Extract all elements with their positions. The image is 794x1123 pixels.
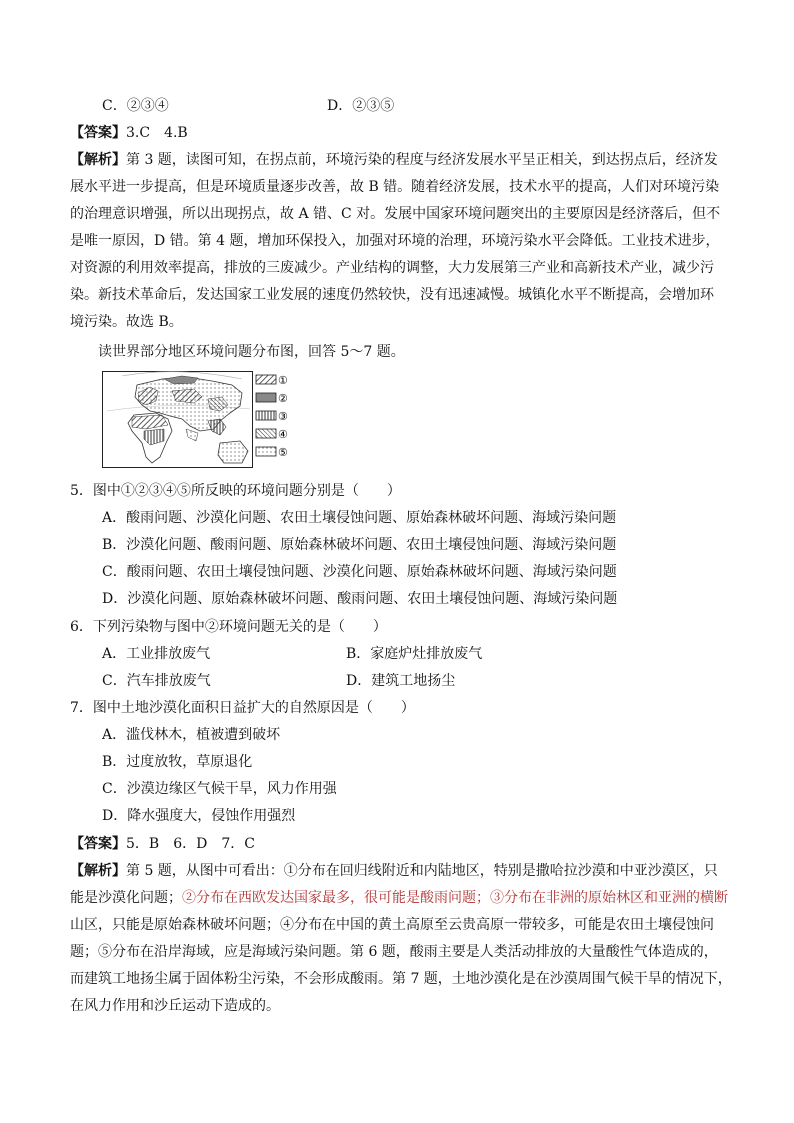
analysis-line — [70, 150, 718, 170]
q5-option-c: C．酸雨问题、农田土壤侵蚀问题、沙漠化问题、原始森林破坏问题、海域污染问题 — [102, 564, 617, 580]
q7-option-d: D．降水强度大，侵蚀作用强烈 — [102, 808, 296, 824]
answer-block-2 — [70, 834, 255, 854]
legend-label-5: ⑤ — [278, 446, 288, 459]
legend-swatch-4 — [256, 429, 276, 438]
analysis2-line: 山区，只能是原始森林破坏问题；④分布在中国的黄土高原至云贵高原一带较多，可能是农田土壤侵蚀问 — [70, 917, 714, 933]
answer-tag: 【答案】 — [70, 125, 126, 141]
intro-text: 读世界部分地区环境问题分布图，回答 5～7 题。 — [98, 344, 405, 360]
legend-label-2: ② — [278, 392, 288, 405]
analysis2-line — [70, 888, 728, 908]
analysis2-line: 在风力作用和沙丘运动下造成的。 — [70, 998, 280, 1014]
analysis-line: 的治理意识增强，所以出现拐点，故 A 错、C 对。发展中国家环境问题突出的主要原因是经济落后，但不 — [70, 206, 721, 222]
q6-option-c: C．汽车排放废气 — [102, 673, 211, 689]
environment-map-figure — [102, 371, 345, 468]
answer-block-1 — [70, 123, 188, 143]
q7-stem: 7．图中土地沙漠化面积日益扩大的自然原因是（ ） — [70, 700, 415, 716]
answer-text: 3.C 4.B — [126, 125, 188, 141]
analysis-text: 第 3 题，读图可知，在拐点前，环境污染的程度与经济发展水平呈正相关，到达拐点后，经济发 — [126, 152, 718, 168]
analysis2-line — [70, 861, 718, 881]
prev-option-c: C．②③④ — [102, 98, 169, 114]
analysis-text-highlight: ②分布在西欧发达国家最多，很可能是酸雨问题；③分布在非洲的原始林区和亚洲的横断 — [182, 890, 728, 906]
analysis-text: 能是沙漠化问题； — [70, 890, 182, 906]
q7-option-b: B．过度放牧，草原退化 — [102, 754, 253, 770]
prev-option-d: D．②③⑤ — [327, 98, 395, 114]
q5-option-a: A．酸雨问题、沙漠化问题、农田土壤侵蚀问题、原始森林破坏问题、海域污染问题 — [102, 510, 617, 526]
legend-label-4: ④ — [278, 428, 288, 441]
q6-option-d: D．建筑工地扬尘 — [346, 673, 456, 689]
q5-option-d: D．沙漠化问题、原始森林破坏问题、酸雨问题、农田土壤侵蚀问题、海域污染问题 — [102, 591, 618, 607]
q6-option-a: A．工业排放废气 — [102, 646, 211, 662]
q6-option-b: B．家庭炉灶排放废气 — [346, 646, 483, 662]
legend-swatch-1 — [256, 375, 276, 384]
q6-stem: 6．下列污染物与图中②环境问题无关的是（ ） — [70, 619, 387, 635]
legend-label-1: ① — [278, 374, 288, 387]
analysis2-line: 而建筑工地扬尘属于固体粉尘污染，不会形成酸雨。第 7 题，土地沙漠化是在沙漠周围气候干旱的情况下， — [70, 971, 732, 987]
legend-swatch-3 — [256, 411, 276, 420]
q7-option-a: A．滥伐林木，植被遭到破坏 — [102, 727, 281, 743]
q5-option-b: B．沙漠化问题、酸雨问题、原始森林破坏问题、农田土壤侵蚀问题、海域污染问题 — [102, 537, 617, 553]
q7-option-c: C．沙漠边缘区气候干旱，风力作用强 — [102, 781, 337, 797]
legend-label-3: ③ — [278, 410, 288, 423]
legend-swatch-2 — [256, 393, 276, 402]
analysis-line: 展水平进一步提高，但是环境质量逐步改善，故 B 错。随着经济发展，技术水平的提高，人们对环境污染 — [70, 179, 720, 195]
legend-swatch-5 — [256, 447, 276, 456]
analysis-line: 是唯一原因，D 错。第 4 题，增加环保投入，加强对环境的治理，环境污染水平会降低。工业技术进步， — [70, 233, 720, 249]
answer-text: 5．B 6．D 7．C — [126, 836, 255, 852]
q5-stem: 5．图中①②③④⑤所反映的环境问题分别是（ ） — [70, 483, 401, 499]
analysis-line: 对资源的利用效率提高，排放的三废减少。产业结构的调整，大力发展第三产业和高新技术产业，减少污 — [70, 260, 714, 276]
analysis-tag: 【解析】 — [70, 152, 126, 168]
analysis-tag: 【解析】 — [70, 863, 126, 879]
analysis-line: 境污染。故选 B。 — [70, 314, 183, 330]
analysis-text: 第 5 题，从图中可看出：①分布在回归线附近和内陆地区，特别是撒哈拉沙漠和中亚沙漠区，只 — [126, 863, 718, 879]
analysis2-line: 题；⑤分布在沿岸海域，应是海域污染问题。第 6 题，酸雨主要是人类活动排放的大量酸性气体造成的， — [70, 944, 718, 960]
answer-tag: 【答案】 — [70, 836, 126, 852]
map-legend — [256, 374, 288, 459]
analysis-line: 染。新技术革命后，发达国家工业发展的速度仍然较快，没有迅速减慢。城镇化水平不断提高，会增加环 — [70, 287, 714, 303]
